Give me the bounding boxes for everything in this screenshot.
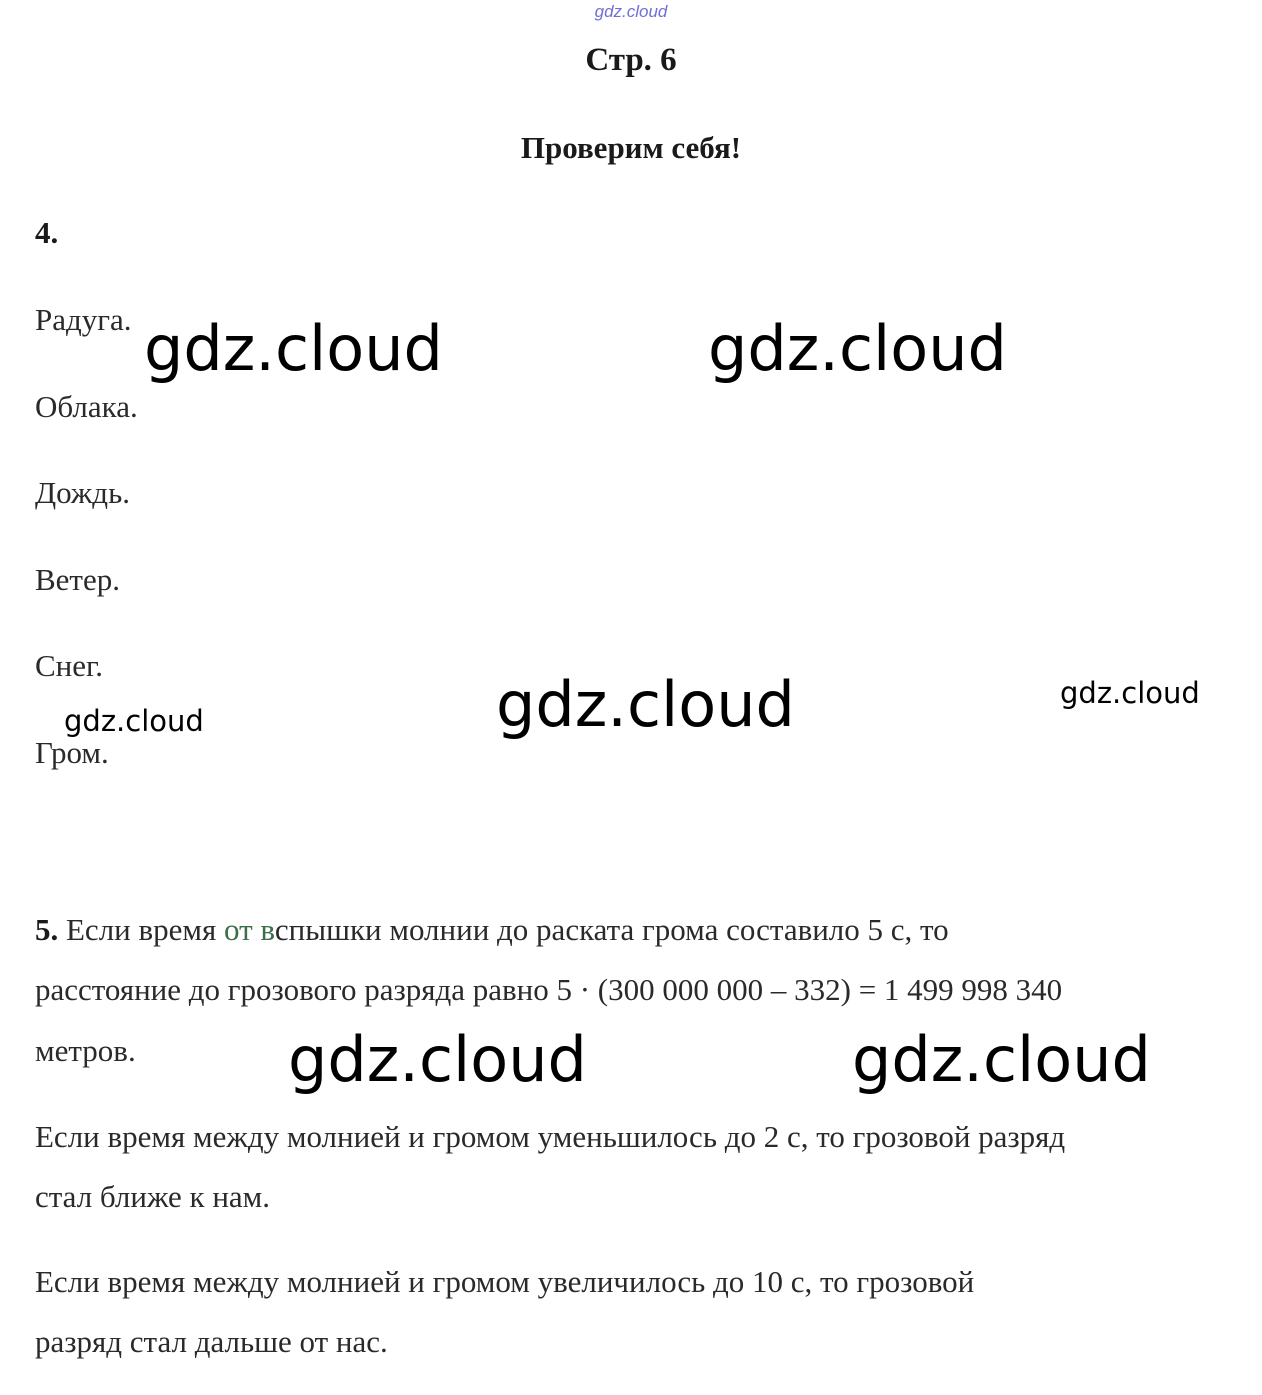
- watermark: gdz.cloud: [64, 704, 204, 738]
- answer-item-snow: Снег.: [35, 648, 103, 683]
- site-watermark-top: gdz.cloud: [594, 2, 668, 21]
- task-5-line-1: [35, 912, 949, 948]
- task-5-para-3-line-1: Если время между молнией и громом увеличилось до 10 с, то грозовой: [35, 1264, 975, 1299]
- answer-item-wind: Ветер.: [35, 562, 120, 597]
- task-5-line-2: расстояние до грозового разряда равно 5 · (300 000 000 – 332) = 1 499 998 340: [35, 972, 1063, 1007]
- task-5-para-2-line-1: Если время между молнией и громом уменьшилось до 2 с, то грозовой разряд: [35, 1119, 1066, 1154]
- task-5-number: 5.: [35, 912, 59, 947]
- answer-item-thunder: Гром.: [35, 735, 109, 770]
- section-title: Проверим себя!: [520, 130, 742, 165]
- task-4-number: 4.: [35, 215, 59, 250]
- task-5-para-2-line-2: стал ближе к нам.: [35, 1179, 271, 1214]
- answer-item-rainbow: Радуга.: [35, 302, 132, 337]
- page-number: Стр. 6: [585, 42, 677, 78]
- watermark: gdz.cloud: [708, 312, 1007, 385]
- answer-item-clouds: Облака.: [35, 389, 138, 424]
- watermark: gdz.cloud: [288, 1023, 587, 1096]
- task-5-line-3: метров.: [35, 1033, 136, 1068]
- watermark: gdz.cloud: [1060, 676, 1200, 710]
- task-5-line-1-start: Если время: [66, 912, 225, 947]
- watermark: gdz.cloud: [144, 312, 443, 385]
- answer-item-rain: Дождь.: [35, 475, 130, 510]
- task-5-para-3-line-2: разряд стал дальше от нас.: [35, 1324, 388, 1359]
- task-5-line-1-end: спышки молнии до раската грома составило 5 с, то: [274, 912, 949, 947]
- task-5-line-1-highlight: от в: [224, 912, 275, 947]
- watermark: gdz.cloud: [496, 668, 795, 741]
- watermark: gdz.cloud: [852, 1023, 1151, 1096]
